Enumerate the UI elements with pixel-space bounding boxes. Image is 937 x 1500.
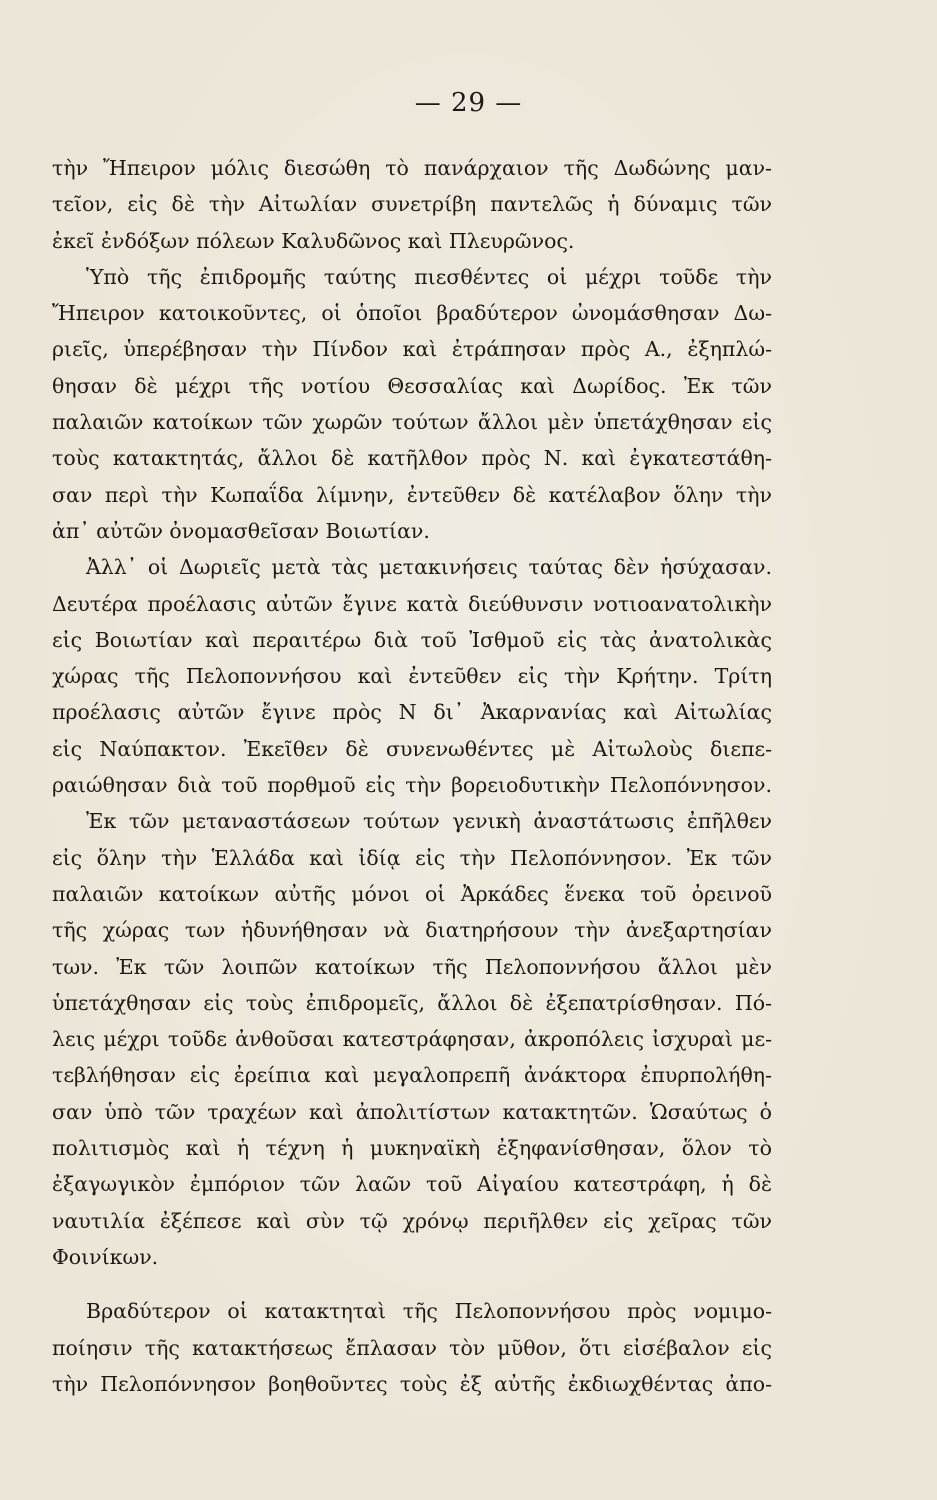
text-line: ἀπ᾽ αὐτῶν ὀνομασθεῖσαν Βοιωτίαν. [52, 518, 430, 543]
text-line: των. Ἐκ τῶν λοιπῶν κατοίκων τῆς Πελοποννήσου ἄλλοι μὲν [52, 954, 772, 979]
text-line: Ἤπειρον κατοικοῦντες, οἱ ὁποῖοι βραδύτερον ὠνομάσθησαν Δω- [52, 301, 772, 326]
text-line: Δευτέρα προέλασις αὐτῶν ἔγινε κατὰ διεύθυνσιν νοτιοανατολικὴν [52, 591, 772, 616]
body-text [52, 150, 772, 1402]
text-line: εἰς ὅλην τὴν Ἑλλάδα καὶ ἰδίᾳ εἰς τὴν Πελοπόννησον. Ἐκ τῶν [52, 845, 772, 870]
text-line: παλαιῶν κατοίκων αὐτῆς μόνοι οἱ Ἀρκάδες ἕνεκα τοῦ ὀρεινοῦ [52, 881, 772, 906]
page-number: — 29 — [414, 88, 523, 118]
text-line: τοὺς κατακτητάς, ἄλλοι δὲ κατῆλθον πρὸς Ν. καὶ ἐγκατεστάθη- [52, 446, 772, 471]
text-line: εἰς Ναύπακτον. Ἐκεῖθεν δὲ συνενωθέντες μὲ Αἰτωλοὺς διεπε- [52, 736, 772, 761]
text-line: Φοινίκων. [52, 1244, 159, 1269]
text-line: Ἀλλ᾽ οἱ Δωριεῖς μετὰ τὰς μετακινήσεις ταύτας δὲν ἡσύχασαν. [86, 555, 772, 580]
text-line: τὴν Ἤπειρον μόλις διεσώθη τὸ πανάρχαιον τῆς Δωδώνης μαν- [52, 156, 772, 180]
text-line: ὑπετάχθησαν εἰς τοὺς ἐπιδρομεῖς, ἄλλοι δὲ ἐξεπατρίσθησαν. Πό- [52, 990, 772, 1015]
text-line: πολιτισμὸς καὶ ἡ τέχνη ἡ μυκηναϊκὴ ἐξηφανίσθησαν, ὅλον τὸ [52, 1136, 772, 1161]
text-line: τὴν Πελοπόννησον βοηθοῦντες τοὺς ἐξ αὐτῆς ἐκδιωχθέντας ἀπο- [52, 1371, 772, 1396]
text-line: χώρας τῆς Πελοποννήσου καὶ ἐντεῦθεν εἰς τὴν Κρήτην. Τρίτη [52, 664, 772, 689]
text-line: ριεῖς, ὑπερέβησαν τὴν Πίνδον καὶ ἐτράπησαν πρὸς Α., ἐξηπλώ- [52, 337, 772, 362]
text-line: ποίησιν τῆς κατακτήσεως ἔπλασαν τὸν μῦθον, ὅτι εἰσέβαλον εἰς [52, 1335, 772, 1360]
text-line: ναυτιλία ἐξέπεσε καὶ σὺν τῷ χρόνῳ περιῆλθεν εἰς χεῖρας τῶν [52, 1208, 772, 1233]
text-line: εἰς Βοιωτίαν καὶ περαιτέρω διὰ τοῦ Ἰσθμοῦ εἰς τὰς ἀνατολικὰς [52, 627, 772, 652]
text-line: ἐξαγωγικὸν ἐμπόριον τῶν λαῶν τοῦ Αἰγαίου κατεστράφη, ἡ δὲ [52, 1172, 772, 1197]
paragraph-gap [52, 1275, 772, 1293]
text-line: Ἐκ τῶν μεταναστάσεων τούτων γενικὴ ἀναστάτωσις ἐπῆλθεν [86, 809, 772, 834]
text-line: θησαν δὲ μέχρι τῆς νοτίου Θεσσαλίας καὶ Δωρίδος. Ἐκ τῶν [52, 373, 772, 398]
text-line: σαν περὶ τὴν Κωπαΐδα λίμνην, ἐντεῦθεν δὲ κατέλαβον ὅλην τὴν [52, 482, 772, 507]
text-line: ραιώθησαν διὰ τοῦ πορθμοῦ εἰς τὴν βορειοδυτικὴν Πελοπόννησον. [52, 773, 772, 798]
text-line: τῆς χώρας των ἠδυνήθησαν νὰ διατηρήσουν τὴν ἀνεξαρτησίαν [52, 918, 772, 943]
text-line: λεις μέχρι τοῦδε ἀνθοῦσαι κατεστράφησαν, ἀκροπόλεις ἰσχυραὶ με- [52, 1027, 772, 1052]
text-line: Βραδύτερον οἱ κατακτηταὶ τῆς Πελοποννήσου πρὸς νομιμο- [86, 1299, 772, 1324]
text-line: τεῖον, εἰς δὲ τὴν Αἰτωλίαν συνετρίβη παντελῶς ἡ δύναμις τῶν [52, 192, 772, 217]
text-line: ἐκεῖ ἐνδόξων πόλεων Καλυδῶνος καὶ Πλευρῶνος. [52, 228, 575, 253]
text-line: παλαιῶν κατοίκων τῶν χωρῶν τούτων ἄλλοι μὲν ὑπετάχθησαν εἰς [52, 410, 772, 435]
text-line: Ὑπὸ τῆς ἐπιδρομῆς ταύτης πιεσθέντες οἱ μέχρι τοῦδε τὴν [86, 264, 772, 289]
text-line: σαν ὑπὸ τῶν τραχέων καὶ ἀπολιτίστων κατακτητῶν. Ὡσαύτως ὁ [52, 1099, 772, 1124]
text-line: τεβλήθησαν εἰς ἐρείπια καὶ μεγαλοπρεπῆ ἀνάκτορα ἐπυρπολήθη- [52, 1063, 772, 1088]
text-line: προέλασις αὐτῶν ἔγινε πρὸς Ν δι᾽ Ἀκαρνανίας καὶ Αἰτωλίας [52, 700, 772, 725]
